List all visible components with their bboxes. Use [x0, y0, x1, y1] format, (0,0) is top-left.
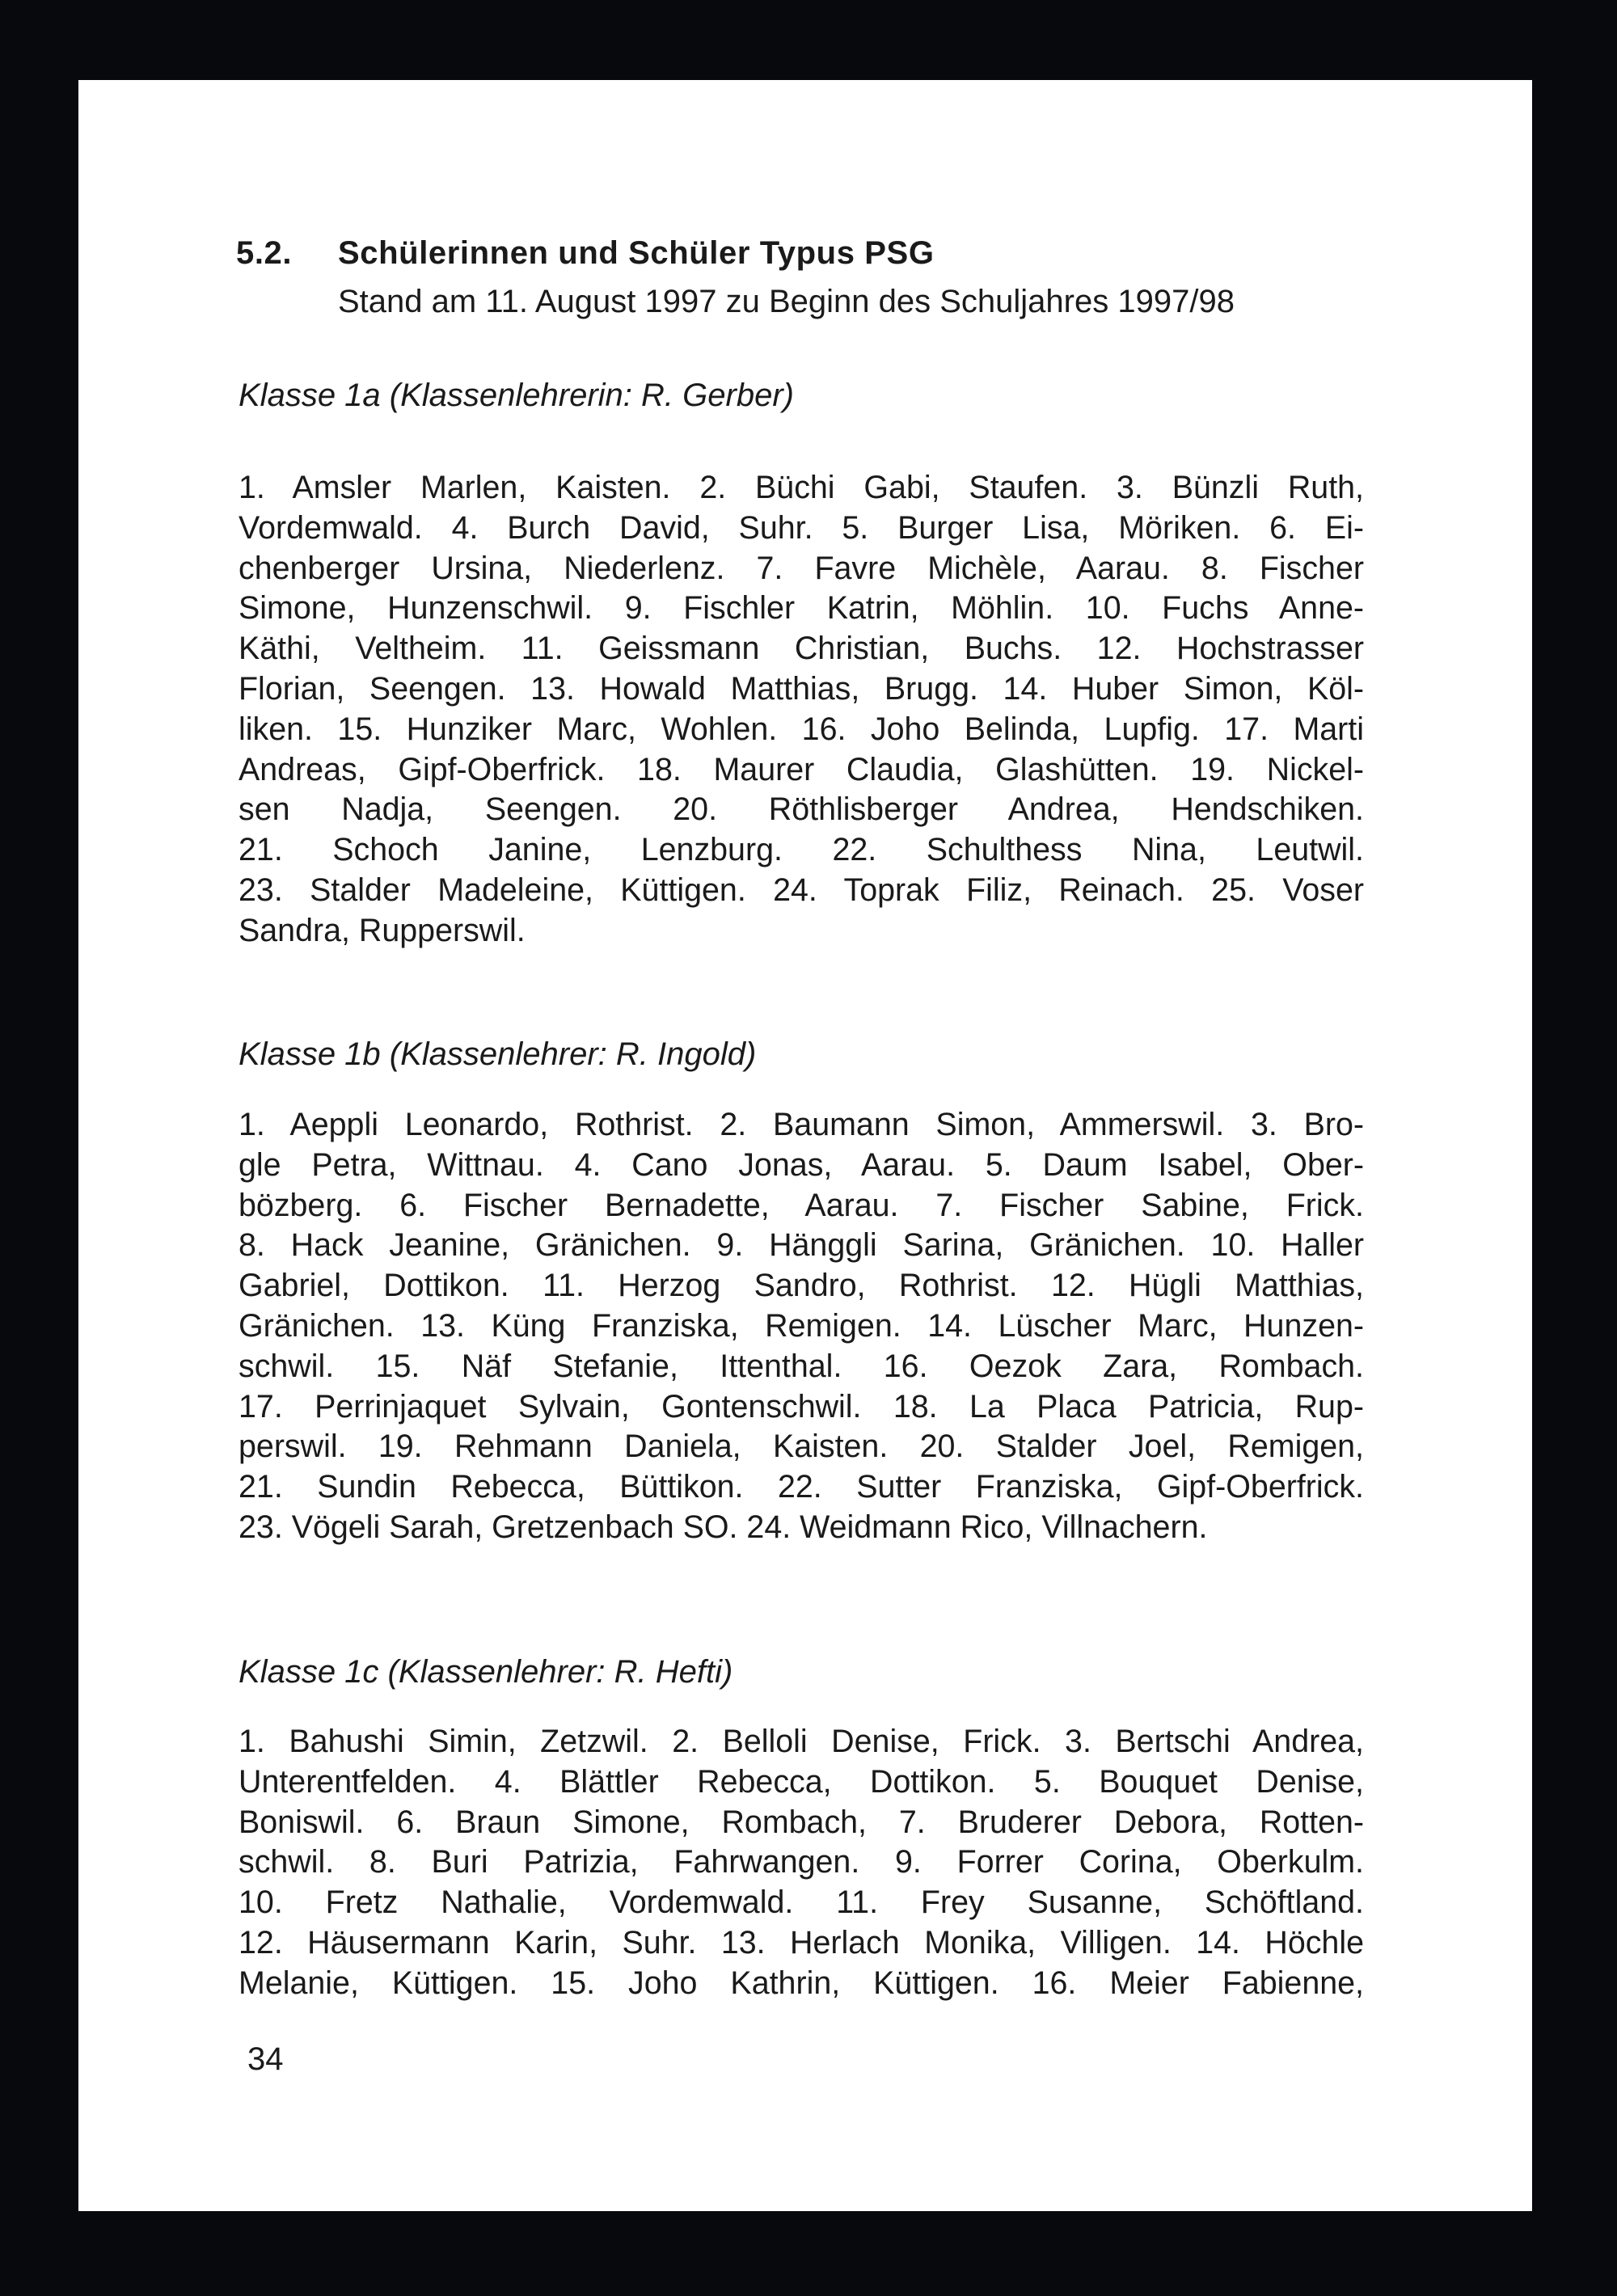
student-list-line: sen Nadja, Seengen. 20. Röthlisberger Andrea, Hendschiken.	[239, 791, 1364, 828]
student-list-line: chenberger Ursina, Niederlenz. 7. Favre Michèle, Aarau. 8. Fischer	[239, 550, 1364, 586]
student-list-line: bözberg. 6. Fischer Bernadette, Aarau. 7. Fischer Sabine, Frick.	[239, 1187, 1364, 1223]
student-list-line: Simone, Hunzenschwil. 9. Fischler Katrin, Möhlin. 10. Fuchs Anne-	[239, 590, 1364, 627]
student-list-line: Käthi, Veltheim. 11. Geissmann Christian, Buchs. 12. Hochstrasser	[239, 631, 1364, 667]
student-list-line: gle Petra, Wittnau. 4. Cano Jonas, Aarau. 5. Daum Isabel, Ober-	[239, 1146, 1364, 1183]
class-1a-title: Klasse 1a (Klassenlehrerin: R. Gerber)	[239, 378, 794, 413]
section-title: Schülerinnen und Schüler Typus PSG	[338, 235, 935, 271]
student-list-line: Gabriel, Dottikon. 11. Herzog Sandro, Rothrist. 12. Hügli Matthias,	[239, 1268, 1364, 1304]
section-subtitle: Stand am 11. August 1997 zu Beginn des Schuljahres 1997/98	[338, 284, 1235, 319]
document-page	[78, 80, 1532, 2211]
student-list-line: Gränichen. 13. Küng Franziska, Remigen. 14. Lüscher Marc, Hunzen-	[239, 1307, 1364, 1344]
student-list-line: schwil. 15. Näf Stefanie, Ittenthal. 16. Oezok Zara, Rombach.	[239, 1348, 1364, 1384]
class-1a-student-list	[239, 468, 1364, 952]
student-list-line: schwil. 8. Buri Patrizia, Fahrwangen. 9. Forrer Corina, Oberkulm.	[239, 1844, 1364, 1880]
student-list-line: Vordemwald. 4. Burch David, Suhr. 5. Burger Lisa, Möriken. 6. Ei-	[239, 509, 1364, 546]
student-list-line: Boniswil. 6. Braun Simone, Rombach, 7. Bruderer Debora, Rotten-	[239, 1804, 1364, 1840]
student-list-line: 21. Sundin Rebecca, Büttikon. 22. Sutter Franziska, Gipf-Oberfrick.	[239, 1469, 1364, 1505]
student-list-line: 17. Perrinjaquet Sylvain, Gontenschwil. 18. La Placa Patricia, Rup-	[239, 1388, 1364, 1424]
student-list-line: Florian, Seengen. 13. Howald Matthias, Brugg. 14. Huber Simon, Köl-	[239, 670, 1364, 707]
student-list-line: perswil. 19. Rehmann Daniela, Kaisten. 20. Stalder Joel, Remigen,	[239, 1429, 1364, 1465]
student-list-line: 1. Aeppli Leonardo, Rothrist. 2. Baumann Simon, Ammerswil. 3. Bro-	[239, 1107, 1364, 1142]
student-list-line: liken. 15. Hunziker Marc, Wohlen. 16. Joho Belinda, Lupfig. 17. Marti	[239, 711, 1364, 747]
page-number: 34	[247, 2041, 284, 2077]
student-list-line: 21. Schoch Janine, Lenzburg. 22. Schulthess Nina, Leutwil.	[239, 832, 1364, 868]
class-1b-title: Klasse 1b (Klassenlehrer: R. Ingold)	[239, 1036, 757, 1072]
student-list-line: 8. Hack Jeanine, Gränichen. 9. Hänggli Sarina, Gränichen. 10. Haller	[239, 1227, 1364, 1264]
student-list-line: Melanie, Küttigen. 15. Joho Kathrin, Küttigen. 16. Meier Fabienne,	[239, 1965, 1364, 2001]
student-list-line: Unterentfelden. 4. Blättler Rebecca, Dottikon. 5. Bouquet Denise,	[239, 1763, 1364, 1800]
class-1c-title: Klasse 1c (Klassenlehrer: R. Hefti)	[239, 1654, 733, 1690]
student-list-line: Sandra, Rupperswil.	[239, 912, 526, 948]
student-list-line: 23. Stalder Madeleine, Küttigen. 24. Toprak Filiz, Reinach. 25. Voser	[239, 872, 1364, 908]
section-number: 5.2.	[236, 235, 293, 271]
student-list-line: 1. Amsler Marlen, Kaisten. 2. Büchi Gabi, Staufen. 3. Bünzli Ruth,	[239, 470, 1364, 505]
class-1b-student-list	[239, 1105, 1364, 1548]
student-list-line: 12. Häusermann Karin, Suhr. 13. Herlach Monika, Villigen. 14. Höchle	[239, 1924, 1364, 1960]
section-heading	[236, 234, 935, 272]
student-list-line: Andreas, Gipf-Oberfrick. 18. Maurer Claudia, Glashütten. 19. Nickel-	[239, 751, 1364, 787]
student-list-line: 1. Bahushi Simin, Zetzwil. 2. Belloli Denise, Frick. 3. Bertschi Andrea,	[239, 1724, 1364, 1759]
student-list-line: 10. Fretz Nathalie, Vordemwald. 11. Frey Susanne, Schöftland.	[239, 1884, 1364, 1921]
class-1c-student-list	[239, 1722, 1364, 2004]
student-list-line: 23. Vögeli Sarah, Gretzenbach SO. 24. Weidmann Rico, Villnachern.	[239, 1509, 1208, 1545]
